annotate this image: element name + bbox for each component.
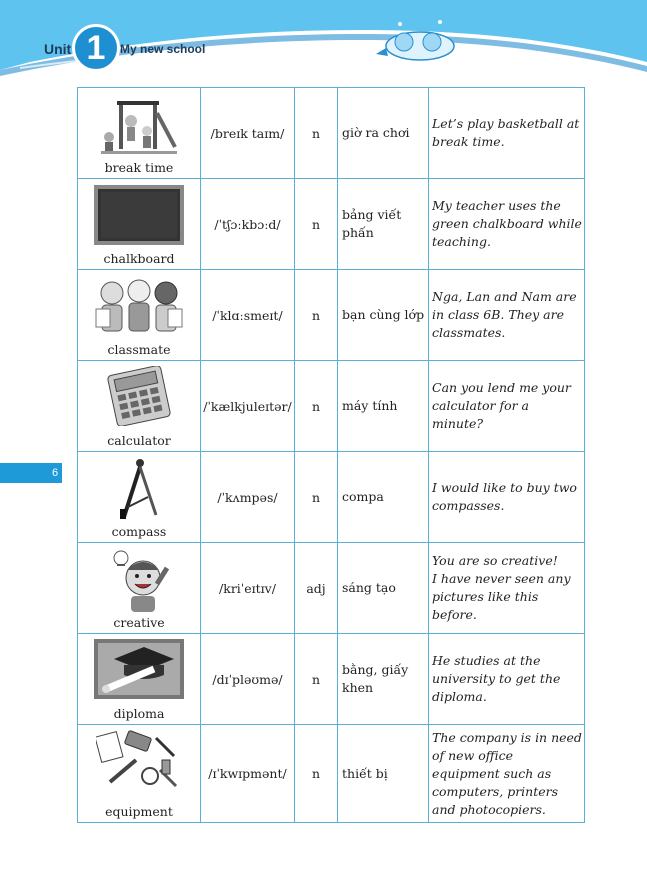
vietnamese-meaning-cell: thiết bị bbox=[338, 725, 429, 823]
vocabulary-table bbox=[77, 87, 585, 823]
table-row bbox=[78, 270, 585, 361]
vietnamese-meaning-cell: bảng viết phấn bbox=[338, 179, 429, 270]
part-of-speech-cell: n bbox=[295, 361, 338, 452]
example-sentence-cell: Let’s play basketball at break time. bbox=[429, 88, 585, 179]
table-row bbox=[78, 452, 585, 543]
vocab-word: creative bbox=[113, 614, 165, 630]
table-row bbox=[78, 543, 585, 634]
pronunciation-cell: /breɪk taɪm/ bbox=[201, 88, 295, 179]
vietnamese-meaning-cell: bạn cùng lớp bbox=[338, 270, 429, 361]
example-sentence-cell: My teacher uses the green chalkboard while teaching. bbox=[429, 179, 585, 270]
unit-number-badge: 1 bbox=[72, 24, 120, 72]
vietnamese-meaning-cell: sáng tạo bbox=[338, 543, 429, 634]
vocab-word: classmate bbox=[107, 341, 171, 357]
picture-cell bbox=[78, 361, 201, 452]
page-number-tab bbox=[0, 463, 62, 483]
unit-title: My new school bbox=[120, 42, 206, 56]
pronunciation-cell: /dɪˈpləʊmə/ bbox=[201, 634, 295, 725]
part-of-speech-cell: n bbox=[295, 634, 338, 725]
table-row bbox=[78, 179, 585, 270]
vocab-word: diploma bbox=[113, 705, 165, 721]
vietnamese-meaning-cell: bằng, giấy khen bbox=[338, 634, 429, 725]
example-sentence-cell: I would like to buy two compasses. bbox=[429, 452, 585, 543]
part-of-speech-cell: n bbox=[295, 725, 338, 823]
example-sentence-cell: The company is in need of new office equipment such as computers, printers and photocopiers. bbox=[429, 725, 585, 823]
picture-cell bbox=[78, 452, 201, 543]
vocab-word: calculator bbox=[107, 432, 171, 448]
example-sentence-cell: Nga, Lan and Nam are in class 6B. They are classmates. bbox=[429, 270, 585, 361]
table-row bbox=[78, 88, 585, 179]
pronunciation-cell: /ˈklɑːsmeɪt/ bbox=[201, 270, 295, 361]
vietnamese-meaning-cell: giờ ra chơi bbox=[338, 88, 429, 179]
picture-cell bbox=[78, 270, 201, 361]
part-of-speech-cell: n bbox=[295, 88, 338, 179]
pronunciation-cell: /ˈtʃɔːkbɔːd/ bbox=[201, 179, 295, 270]
table-row bbox=[78, 634, 585, 725]
vocab-word: compass bbox=[111, 523, 167, 539]
part-of-speech-cell: n bbox=[295, 452, 338, 543]
picture-cell bbox=[78, 725, 201, 823]
part-of-speech-cell: n bbox=[295, 179, 338, 270]
example-sentence-cell: You are so creative! I have never seen any pictures like this before. bbox=[429, 543, 585, 634]
pronunciation-cell: /ˈkælkjuleɪtər/ bbox=[201, 361, 295, 452]
picture-cell bbox=[78, 179, 201, 270]
vocab-word: equipment bbox=[105, 803, 173, 819]
part-of-speech-cell: n bbox=[295, 270, 338, 361]
part-of-speech-cell: adj bbox=[295, 543, 338, 634]
vocab-word: chalkboard bbox=[103, 250, 175, 266]
pronunciation-cell: /ɪˈkwɪpmənt/ bbox=[201, 725, 295, 823]
picture-cell bbox=[78, 88, 201, 179]
page-number: 6 bbox=[52, 467, 59, 479]
table-row bbox=[78, 725, 585, 823]
example-sentence-cell: He studies at the university to get the diploma. bbox=[429, 634, 585, 725]
page-header bbox=[0, 0, 647, 88]
table-row bbox=[78, 361, 585, 452]
pronunciation-cell: /ˈkʌmpəs/ bbox=[201, 452, 295, 543]
picture-cell bbox=[78, 634, 201, 725]
picture-cell bbox=[78, 543, 201, 634]
example-sentence-cell: Can you lend me your calculator for a minute? bbox=[429, 361, 585, 452]
vietnamese-meaning-cell: máy tính bbox=[338, 361, 429, 452]
vocab-word: break time bbox=[104, 159, 174, 175]
pronunciation-cell: /kriˈeɪtɪv/ bbox=[201, 543, 295, 634]
vietnamese-meaning-cell: compa bbox=[338, 452, 429, 543]
unit-label: Unit bbox=[44, 41, 72, 57]
